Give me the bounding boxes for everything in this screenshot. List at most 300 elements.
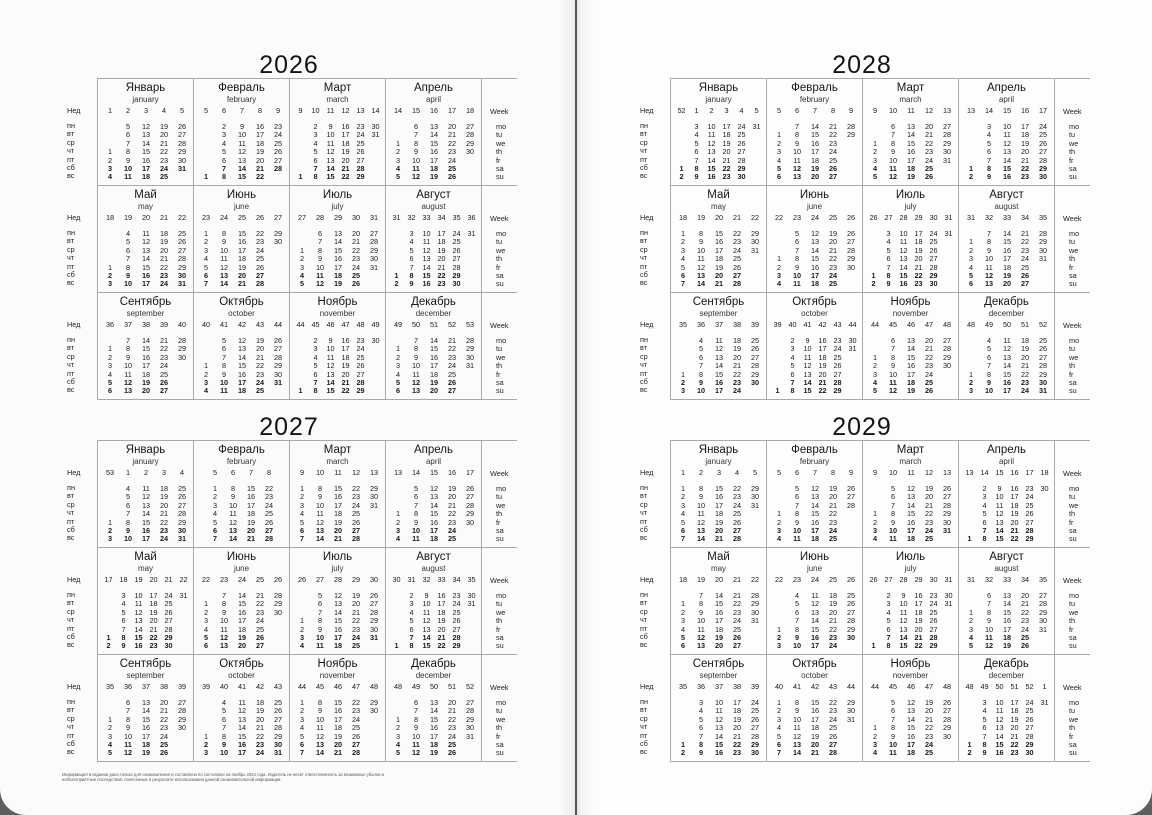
day-cell: 6 <box>680 641 686 651</box>
day-cell: 30 <box>750 492 760 502</box>
day-cell: 25 <box>351 641 361 651</box>
week-number: 51 <box>447 682 457 691</box>
day-cell: 16 <box>429 352 439 362</box>
day-cell: 10 <box>792 526 802 535</box>
day-cell: 15 <box>906 723 916 733</box>
month-name-ru: Февраль <box>791 444 838 456</box>
day-label-ru: ср <box>67 713 75 723</box>
day-cell: 29 <box>846 624 856 634</box>
week-number: 40 <box>774 682 784 691</box>
week-header-ru: Нед <box>640 213 654 222</box>
day-cell: 28 <box>465 500 475 510</box>
day-label-en: tu <box>496 492 503 502</box>
week-number: 34 <box>1020 213 1030 222</box>
day-cell: 15 <box>141 714 151 724</box>
quarter-band <box>61 440 517 547</box>
day-label-en: tu <box>496 344 503 354</box>
day-label-ru: пт <box>640 516 648 526</box>
day-label-en: su <box>496 641 504 651</box>
week-number: 26 <box>297 575 307 584</box>
day-cell: 11 <box>793 279 801 289</box>
day-cell: 13 <box>141 130 151 140</box>
day-cell: 1 <box>395 714 401 724</box>
day-cell: 14 <box>315 534 325 544</box>
day-cell: 19 <box>237 262 247 272</box>
day-cell: 20 <box>351 599 361 609</box>
week-number: 49 <box>411 682 421 691</box>
day-cell: 13 <box>134 616 143 626</box>
day-cell: 24 <box>828 714 838 724</box>
day-cell: 26 <box>1038 344 1048 354</box>
day-cell: 29 <box>929 271 938 280</box>
day-cell: 12 <box>1002 344 1012 354</box>
day-label-ru: чт <box>67 146 75 156</box>
day-cell: 10 <box>888 155 898 165</box>
quarter-band <box>634 547 1090 654</box>
day-cell: 19 <box>818 361 827 371</box>
day-cell: 2 <box>776 633 782 642</box>
day-cell: 28 <box>750 591 760 600</box>
day-cell: 7 <box>886 633 891 642</box>
day-cell: 13 <box>333 599 343 609</box>
day-cell: 23 <box>924 731 934 741</box>
day-label-en: tu <box>1069 599 1076 609</box>
day-cell: 27 <box>828 172 838 182</box>
week-number: 29 <box>914 575 923 584</box>
week-number: 21 <box>732 213 742 222</box>
day-cell: 5 <box>317 591 323 600</box>
day-cell: 14 <box>1002 155 1012 165</box>
day-cell: 31 <box>177 534 187 544</box>
week-number: 31 <box>369 213 379 222</box>
day-cell: 6 <box>413 492 419 502</box>
day-label-ru: чт <box>67 615 75 625</box>
day-cell: 9 <box>698 492 704 502</box>
month-name-ru: Декабрь <box>984 296 1029 308</box>
day-cell: 31 <box>371 130 380 140</box>
week-number: 10 <box>888 106 898 115</box>
day-cell: 27 <box>942 336 952 345</box>
day-cell: 20 <box>159 500 169 510</box>
day-cell: 31 <box>1038 386 1048 396</box>
day-cell: 20 <box>447 492 457 502</box>
day-cell: 26 <box>452 245 461 255</box>
day-cell: 23 <box>924 361 934 371</box>
day-cell: 11 <box>238 698 246 707</box>
bottom-rule <box>670 399 1090 400</box>
week-number: 52 <box>447 320 457 329</box>
week-number: 31 <box>944 575 953 584</box>
day-cell: 20 <box>924 122 934 131</box>
day-cell: 21 <box>159 509 169 519</box>
day-cell: 19 <box>159 492 169 502</box>
day-cell: 16 <box>995 748 1004 758</box>
day-cell: 27 <box>1025 723 1034 733</box>
day-cell: 4 <box>395 534 401 544</box>
day-cell: 9 <box>982 748 987 758</box>
day-cell: 12 <box>315 731 325 741</box>
month-name-ru: Ноябрь <box>317 296 358 308</box>
day-cell: 25 <box>732 624 742 634</box>
day-cell: 28 <box>465 706 475 716</box>
day-cell: 27 <box>452 624 461 634</box>
day-cell: 19 <box>447 484 457 493</box>
day-cell: 15 <box>237 229 247 238</box>
day-cell: 2 <box>394 279 399 289</box>
week-number: 21 <box>159 213 169 222</box>
day-cell: 3 <box>698 698 704 707</box>
day-cell: 5 <box>982 509 987 519</box>
week-number: 18 <box>678 575 688 584</box>
day-cell: 19 <box>351 591 361 600</box>
day-cell: 11 <box>793 534 801 544</box>
day-cell: 26 <box>929 245 938 255</box>
day-cell: 28 <box>929 262 938 272</box>
day-cell: 26 <box>737 138 746 148</box>
day-cell: 17 <box>141 164 151 173</box>
months-grid <box>634 440 1090 760</box>
day-cell: 29 <box>465 138 475 148</box>
day-cell: 4 <box>121 599 126 609</box>
day-cell: 10 <box>995 698 1004 707</box>
day-cell: 13 <box>810 607 820 617</box>
day-label-ru: вс <box>640 640 648 650</box>
day-cell: 17 <box>141 279 151 289</box>
month-november <box>289 292 385 399</box>
day-cell: 8 <box>313 386 318 396</box>
day-cell: 4 <box>886 237 891 247</box>
day-cell: 18 <box>333 509 343 519</box>
day-cell: 15 <box>141 147 151 157</box>
day-cell: 3 <box>107 164 113 173</box>
week-number: 22 <box>750 575 760 584</box>
day-label-ru: вс <box>67 533 75 543</box>
day-cell: 25 <box>732 254 742 264</box>
week-number: 50 <box>411 320 421 329</box>
week-number: 35 <box>678 320 688 329</box>
day-label-en: mo <box>1069 484 1080 493</box>
month-december <box>385 292 481 399</box>
day-cell: 26 <box>1038 138 1048 148</box>
day-cell: 18 <box>1002 633 1012 642</box>
day-cell: 22 <box>924 352 934 362</box>
day-cell: 19 <box>714 517 724 527</box>
day-cell: 7 <box>125 336 131 345</box>
day-cell: 14 <box>696 534 706 544</box>
day-cell: 18 <box>714 254 724 264</box>
day-cell: 12 <box>411 378 421 387</box>
day-cell: 11 <box>889 748 897 758</box>
month-name-ru: Ноябрь <box>317 658 358 670</box>
day-cell: 12 <box>422 616 431 626</box>
week-number: 25 <box>237 213 247 222</box>
day-cell: 29 <box>1038 607 1048 617</box>
day-cell: 1 <box>298 386 303 396</box>
month-august <box>958 185 1054 292</box>
day-cell: 4 <box>395 369 401 379</box>
day-cell: 13 <box>707 147 716 157</box>
day-cell: 26 <box>177 122 187 131</box>
day-cell: 15 <box>333 245 343 255</box>
en-day-labels <box>481 185 517 292</box>
day-label-en: th <box>1069 254 1076 264</box>
day-label-ru: ср <box>640 499 648 509</box>
day-cell: 30 <box>177 352 187 362</box>
day-cell: 22 <box>351 616 361 626</box>
day-cell: 6 <box>890 492 896 502</box>
day-cell: 2 <box>203 237 209 247</box>
day-cell: 27 <box>264 526 274 535</box>
day-cell: 13 <box>429 698 439 707</box>
day-cell: 20 <box>255 344 265 354</box>
day-cell: 25 <box>929 237 938 247</box>
day-label-ru: ср <box>640 351 648 361</box>
day-cell: 9 <box>230 492 236 502</box>
day-cell: 9 <box>413 517 419 527</box>
week-number: 33 <box>437 575 446 584</box>
day-cell: 24 <box>1025 492 1034 502</box>
day-cell: 13 <box>315 526 325 535</box>
day-cell: 12 <box>984 641 994 651</box>
day-cell: 3 <box>203 748 209 758</box>
week-number: 22 <box>750 213 760 222</box>
day-label-ru: вт <box>67 129 75 139</box>
day-cell: 21 <box>351 237 361 247</box>
day-cell: 20 <box>810 740 820 749</box>
day-cell: 26 <box>264 517 274 527</box>
month-february <box>193 440 289 547</box>
day-cell: 10 <box>803 344 812 354</box>
day-cell: 24 <box>828 271 838 280</box>
week-number: 32 <box>407 213 416 222</box>
month-name-en: may <box>137 564 154 573</box>
day-cell: 15 <box>714 484 724 493</box>
day-cell: 22 <box>159 714 169 724</box>
day-cell: 25 <box>356 138 365 148</box>
day-cell: 28 <box>369 237 379 247</box>
day-label-en: th <box>1069 147 1076 157</box>
day-cell: 18 <box>906 164 916 173</box>
week-number: 28 <box>333 575 343 584</box>
day-cell: 12 <box>888 172 898 182</box>
week-number: 29 <box>914 213 923 222</box>
day-cell: 4 <box>409 237 414 247</box>
day-cell: 12 <box>326 361 335 371</box>
week-number: 28 <box>899 213 908 222</box>
day-cell: 7 <box>125 138 131 148</box>
day-cell: 25 <box>447 164 457 173</box>
day-label-ru: вс <box>67 747 75 757</box>
day-label-ru: чт <box>640 722 648 732</box>
month-january <box>97 78 193 185</box>
day-cell: 2 <box>106 641 111 651</box>
week-number: 31 <box>966 575 976 584</box>
day-cell: 21 <box>246 534 256 544</box>
day-label-en: tu <box>1069 706 1076 716</box>
month-name-ru: Апрель <box>986 444 1026 456</box>
day-cell: 9 <box>239 122 245 131</box>
day-cell: 23 <box>437 279 446 289</box>
week-header-ru: Нед <box>640 320 654 329</box>
day-cell: 29 <box>942 509 952 519</box>
day-cell: 18 <box>906 748 916 758</box>
day-cell: 23 <box>1020 378 1030 387</box>
day-cell: 7 <box>313 164 318 173</box>
week-number: 16 <box>1010 468 1019 477</box>
day-cell: 6 <box>125 500 131 510</box>
day-cell: 30 <box>371 336 380 345</box>
day-cell: 19 <box>828 599 838 609</box>
month-february <box>766 440 862 547</box>
day-cell: 20 <box>1020 591 1030 600</box>
week-number: 9 <box>275 106 281 115</box>
quarter-band <box>61 78 517 185</box>
day-cell: 22 <box>1020 607 1030 617</box>
month-name-ru: Октябрь <box>219 296 264 308</box>
day-cell: 21 <box>1010 731 1019 741</box>
day-cell: 24 <box>924 526 934 535</box>
day-cell: 9 <box>221 740 227 749</box>
day-cell: 5 <box>698 344 704 354</box>
day-cell: 16 <box>246 492 256 502</box>
month-name-en: october <box>801 309 828 318</box>
day-cell: 28 <box>846 245 856 255</box>
day-cell: 21 <box>333 748 343 758</box>
day-cell: 17 <box>810 641 820 651</box>
day-cell: 5 <box>221 706 227 716</box>
day-cell: 10 <box>696 245 706 255</box>
day-cell: 10 <box>315 633 325 642</box>
day-cell: 22 <box>255 731 265 741</box>
day-cell: 14 <box>228 534 238 544</box>
week-header-en: Week <box>490 107 509 116</box>
day-cell: 15 <box>333 484 343 493</box>
day-cell: 11 <box>422 237 431 247</box>
day-cell: 3 <box>395 526 401 535</box>
day-cell: 19 <box>906 172 916 182</box>
day-cell: 20 <box>429 386 439 396</box>
day-cell: 15 <box>714 229 724 238</box>
day-cell: 20 <box>924 492 934 502</box>
day-cell: 22 <box>447 714 457 724</box>
week-number: 52 <box>1025 682 1034 691</box>
year-block-2029 <box>634 412 1090 760</box>
week-number: 12 <box>351 468 361 477</box>
day-cell: 26 <box>447 748 457 758</box>
day-cell: 12 <box>141 492 151 502</box>
day-cell: 21 <box>1020 229 1030 238</box>
day-cell: 10 <box>123 731 133 741</box>
day-cell: 4 <box>776 534 782 544</box>
day-cell: 24 <box>732 245 742 255</box>
day-cell: 12 <box>326 147 335 157</box>
week-number: 18 <box>119 575 128 584</box>
day-cell: 14 <box>707 155 716 165</box>
day-cell: 20 <box>341 155 350 165</box>
day-cell: 30 <box>942 361 952 371</box>
day-label-ru: вт <box>640 491 648 501</box>
day-cell: 30 <box>942 147 952 157</box>
day-cell: 27 <box>732 271 742 280</box>
quarter-band <box>634 292 1090 399</box>
week-number: 51 <box>1010 682 1019 691</box>
week-number: 12 <box>924 468 934 477</box>
day-label-en: sa <box>496 526 504 535</box>
day-cell: 27 <box>447 386 457 396</box>
day-cell: 26 <box>828 164 838 173</box>
day-cell: 21 <box>159 336 169 345</box>
day-cell: 7 <box>890 344 896 354</box>
day-cell: 1 <box>968 164 974 173</box>
day-cell: 20 <box>437 624 446 634</box>
day-cell: 9 <box>986 245 992 255</box>
day-cell: 26 <box>1025 509 1034 519</box>
day-cell: 25 <box>828 155 838 165</box>
day-cell: 11 <box>412 740 420 749</box>
day-cell: 22 <box>732 369 742 379</box>
day-label-en: su <box>496 279 504 289</box>
day-cell: 8 <box>230 484 236 493</box>
week-header-ru: Нед <box>640 575 654 584</box>
month-name-ru: Октябрь <box>792 658 837 670</box>
day-cell: 1 <box>212 484 218 493</box>
day-cell: 22 <box>255 172 265 182</box>
day-cell: 28 <box>452 633 461 642</box>
day-cell: 20 <box>1010 723 1019 733</box>
day-cell: 7 <box>680 534 686 544</box>
day-cell: 8 <box>790 386 795 396</box>
day-cell: 26 <box>828 731 838 741</box>
day-cell: 24 <box>1020 386 1030 396</box>
day-label-ru: сб <box>640 739 648 748</box>
day-cell: 9 <box>890 147 896 157</box>
day-cell: 21 <box>914 633 923 642</box>
quarter-band <box>634 78 1090 185</box>
day-cell: 13 <box>792 740 802 749</box>
day-cell: 2 <box>203 607 209 617</box>
day-cell: 9 <box>317 492 323 502</box>
day-cell: 23 <box>1020 616 1030 626</box>
week-number: 5 <box>179 106 185 115</box>
day-label-en: th <box>496 361 503 371</box>
day-cell: 29 <box>164 633 173 642</box>
day-cell: 8 <box>413 714 419 724</box>
day-cell: 22 <box>351 484 361 493</box>
day-cell: 19 <box>255 336 265 345</box>
day-cell: 3 <box>203 245 209 255</box>
day-cell: 6 <box>221 344 227 354</box>
day-cell: 30 <box>750 237 760 247</box>
day-cell: 16 <box>899 279 908 289</box>
day-label-ru: сб <box>67 377 75 386</box>
day-cell: 31 <box>750 245 760 255</box>
week-number: 14 <box>984 106 994 115</box>
week-number: 47 <box>924 682 934 691</box>
day-cell: 16 <box>810 262 820 272</box>
day-cell: 27 <box>255 271 265 280</box>
day-cell: 17 <box>255 130 265 140</box>
day-cell: 24 <box>447 731 457 741</box>
day-cell: 20 <box>333 526 343 535</box>
day-cell: 20 <box>141 386 151 396</box>
en-day-labels <box>481 78 517 185</box>
day-label-ru: пт <box>67 730 75 740</box>
day-cell: 31 <box>942 526 952 535</box>
day-cell: 31 <box>942 155 952 165</box>
day-cell: 12 <box>810 599 820 609</box>
week-number: 18 <box>678 213 688 222</box>
day-cell: 15 <box>810 624 820 634</box>
